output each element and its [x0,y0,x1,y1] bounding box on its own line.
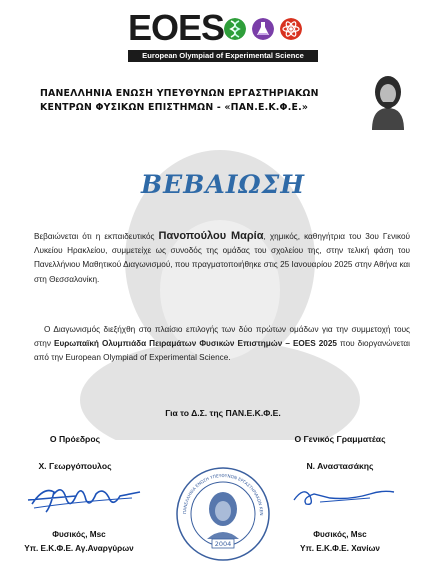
bust-logo-icon [366,72,410,130]
association-header [40,87,360,115]
president-title: Φυσικός, Msc [52,530,106,539]
association-line-1: ΠΑΝΕΛΛΗΝΙΑ ΕΝΩΣΗ ΥΠΕΥΘΥΝΩΝ ΕΡΓΑΣΤΗΡΙΑΚΩΝ [40,88,319,99]
eoes-logo [128,6,318,62]
president-role: Ο Πρόεδρος [49,434,101,444]
secretary-title: Φυσικός, Msc [313,530,367,539]
association-line-2: ΚΕΝΤΡΩΝ ΦΥΣΙΚΩΝ ΕΠΙΣΤΗΜΩΝ - «ΠΑΝ.Ε.Κ.Φ.Ε.» [40,102,309,113]
board-heading: Για το Δ.Σ. της ΠΑΝ.Ε.Κ.Φ.Ε. [165,408,281,418]
association-seal [174,465,272,563]
p1-text-end: , χημικός, καθηγήτρια του 3ου Γενικού Λυκείου Ηρακλείου, συμμετείχε ως συνοδός της ομάδας του σχολείου της, στην τελική φάση του Πανελλήνιου Μαθητικού Διαγωνισμού, που πραγματοποιήθηκε στις 25 Ιανουαρίου 2025 στην Αθήνα και στη Θεσσαλονίκη. [34,232,411,284]
eoes-subtitle: European Olympiad of Experimental Science [128,50,318,62]
paragraph-attestation [34,229,410,287]
p2-text-end: που διοργανώνεται από την European Olympiad of Experimental Science. [34,339,410,363]
atom-icon [280,18,302,40]
president-name: Χ. Γεωργόπουλος [38,461,112,471]
secretary-role: Ο Γενικός Γραμματέας [294,434,386,444]
paragraph-competition [34,323,410,366]
p2-text-start: Ο Διαγωνισμός διεξήχθη στο πλαίσιο επιλογής των δύο πρώτων ομάδων για την συμμετοχή τους στην [34,325,410,349]
secretary-signature [290,478,400,512]
secretary-name: Ν. Αναστασάκης [306,461,374,471]
eoes-acronym: EOES [128,7,225,48]
seal-text: ΠΑΝΕΛΛΗΝΙΑ ΕΝΩΣΗ ΥΠΕΥΘΥΝΩΝ ΕΡΓΑΣΤΗΡΙΑΚΩΝ ΚΕΝ [181,472,265,516]
seal-year: 2004 [214,540,232,548]
dna-icon [224,18,246,40]
document-title: ΒΕΒΑΙΩΣΗ [141,170,305,199]
flask-icon [252,18,274,40]
teacher-name: Πανοπούλου Μαρία [158,230,264,242]
olympiad-name: Ευρωπαϊκή Ολυμπιάδα Πειραμάτων Φυσικών Επιστημών – EOES 2025 [54,339,337,349]
president-signature [24,474,144,518]
p1-text-start: Βεβαιώνεται ότι η εκπαιδευτικός [34,232,159,241]
secretary-affiliation: Υπ. Ε.Κ.Φ.Ε. Χανίων [299,544,380,553]
president-affiliation: Υπ. Ε.Κ.Φ.Ε. Αγ.Αναργύρων [24,544,134,553]
